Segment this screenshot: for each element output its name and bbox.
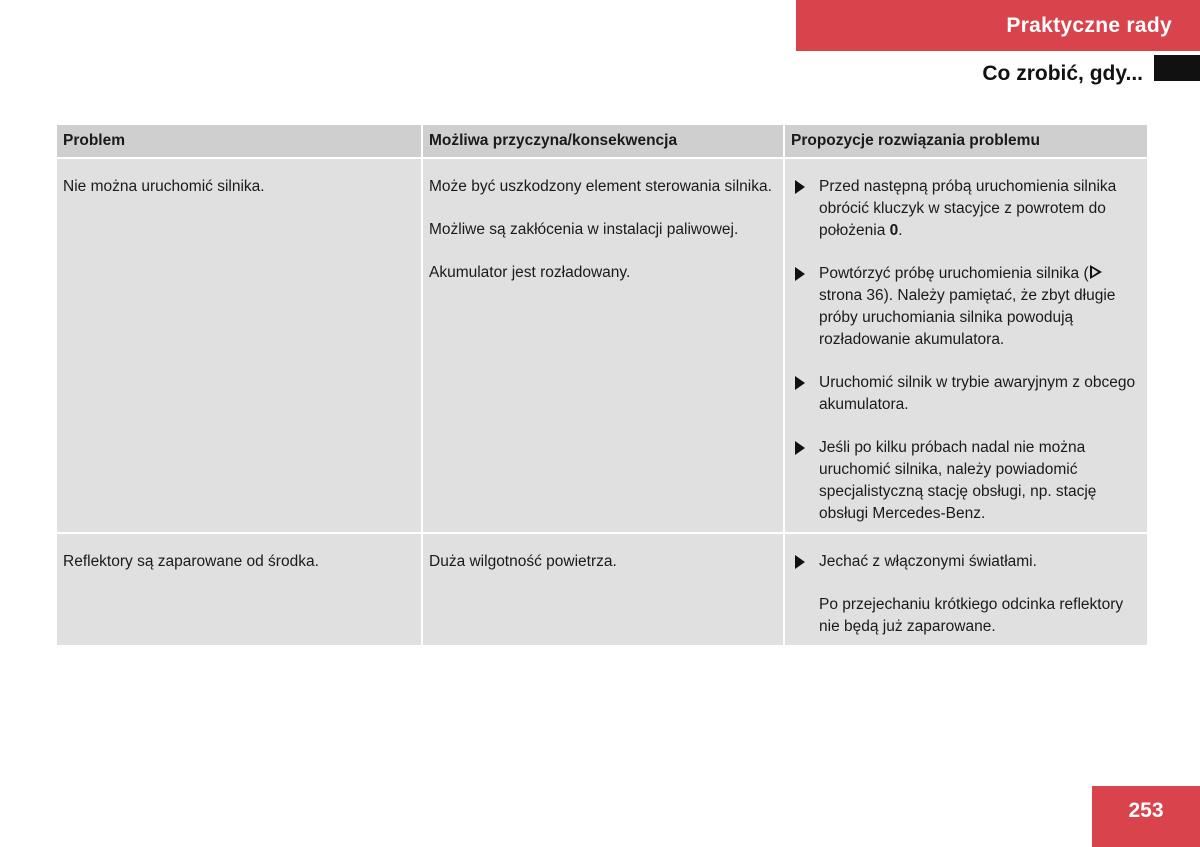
solution-step (791, 551, 1141, 573)
troubleshooting-table (55, 125, 1149, 647)
table-row (57, 534, 1147, 647)
solution-step-text: Uruchomić silnik w trybie awaryjnym z obcego akumulatora. (819, 374, 1136, 413)
solution-step-text: Jechać z włączonymi światłami. (819, 553, 1037, 570)
solution-step (791, 176, 1141, 242)
solution-step (791, 437, 1141, 525)
page-number-text: 253 (1128, 799, 1164, 822)
problem-text: Nie można uruchomić silnika. (63, 178, 265, 195)
table-header-row (57, 125, 1147, 159)
triangle-right-bullet-icon (795, 180, 805, 194)
triangle-right-bullet-icon (795, 267, 805, 281)
subsection-marker-bar (1154, 55, 1200, 81)
solution-step-text: Powtórzyć próbę uruchomienia silnika (strona 36). Należy pamiętać, że zbyt długie próby uruchomiania silnika powodują rozładowanie akumulatora. (819, 265, 1116, 348)
section-tab (796, 0, 1200, 51)
section-title: Praktyczne rady (1006, 13, 1172, 37)
key-position-value: 0 (889, 222, 899, 239)
header-cause: Możliwa przyczyna/konsekwencja (423, 125, 783, 159)
cause-text: Może być uszkodzony element sterowania silnika. (429, 178, 772, 195)
solution-note: Po przejechaniu krótkiego odcinka reflektory nie będą już zaparowane. (819, 596, 1124, 635)
solution-step (791, 263, 1141, 351)
page-number (1092, 786, 1200, 847)
triangle-right-bullet-icon (795, 441, 805, 455)
solution-cell (785, 159, 1147, 534)
cause-text: Możliwe są zakłócenia w instalacji paliwowej. (429, 221, 739, 238)
solution-cell (785, 534, 1147, 647)
triangle-right-bullet-icon (795, 376, 805, 390)
page-reference-arrow-icon (1090, 265, 1102, 279)
cause-cell (423, 159, 783, 534)
header-solution: Propozycje rozwiązania problemu (785, 125, 1147, 159)
problem-cell (57, 159, 421, 534)
solution-step-text: Przed następną próbą uruchomienia silnika obrócić kluczyk w stacyjce z powrotem do położenia 0. (819, 178, 1117, 239)
problem-cell (57, 534, 421, 647)
problem-text: Reflektory są zaparowane od środka. (63, 553, 319, 570)
table-row (57, 159, 1147, 534)
cause-text: Akumulator jest rozładowany. (429, 264, 631, 281)
header-problem: Problem (57, 125, 421, 159)
solution-step (791, 372, 1141, 416)
cause-cell (423, 534, 783, 647)
triangle-right-bullet-icon (795, 555, 805, 569)
solution-step-text: Jeśli po kilku próbach nadal nie można uruchomić silnika, należy powiadomić specjalistyczną stację obsługi, np. stację obsługi Mercedes-Benz. (819, 439, 1097, 522)
cause-text: Duża wilgotność powietrza. (429, 553, 617, 570)
subsection-title: Co zrobić, gdy... (982, 62, 1143, 85)
page-reference-link[interactable]: strona 36 (819, 287, 884, 304)
